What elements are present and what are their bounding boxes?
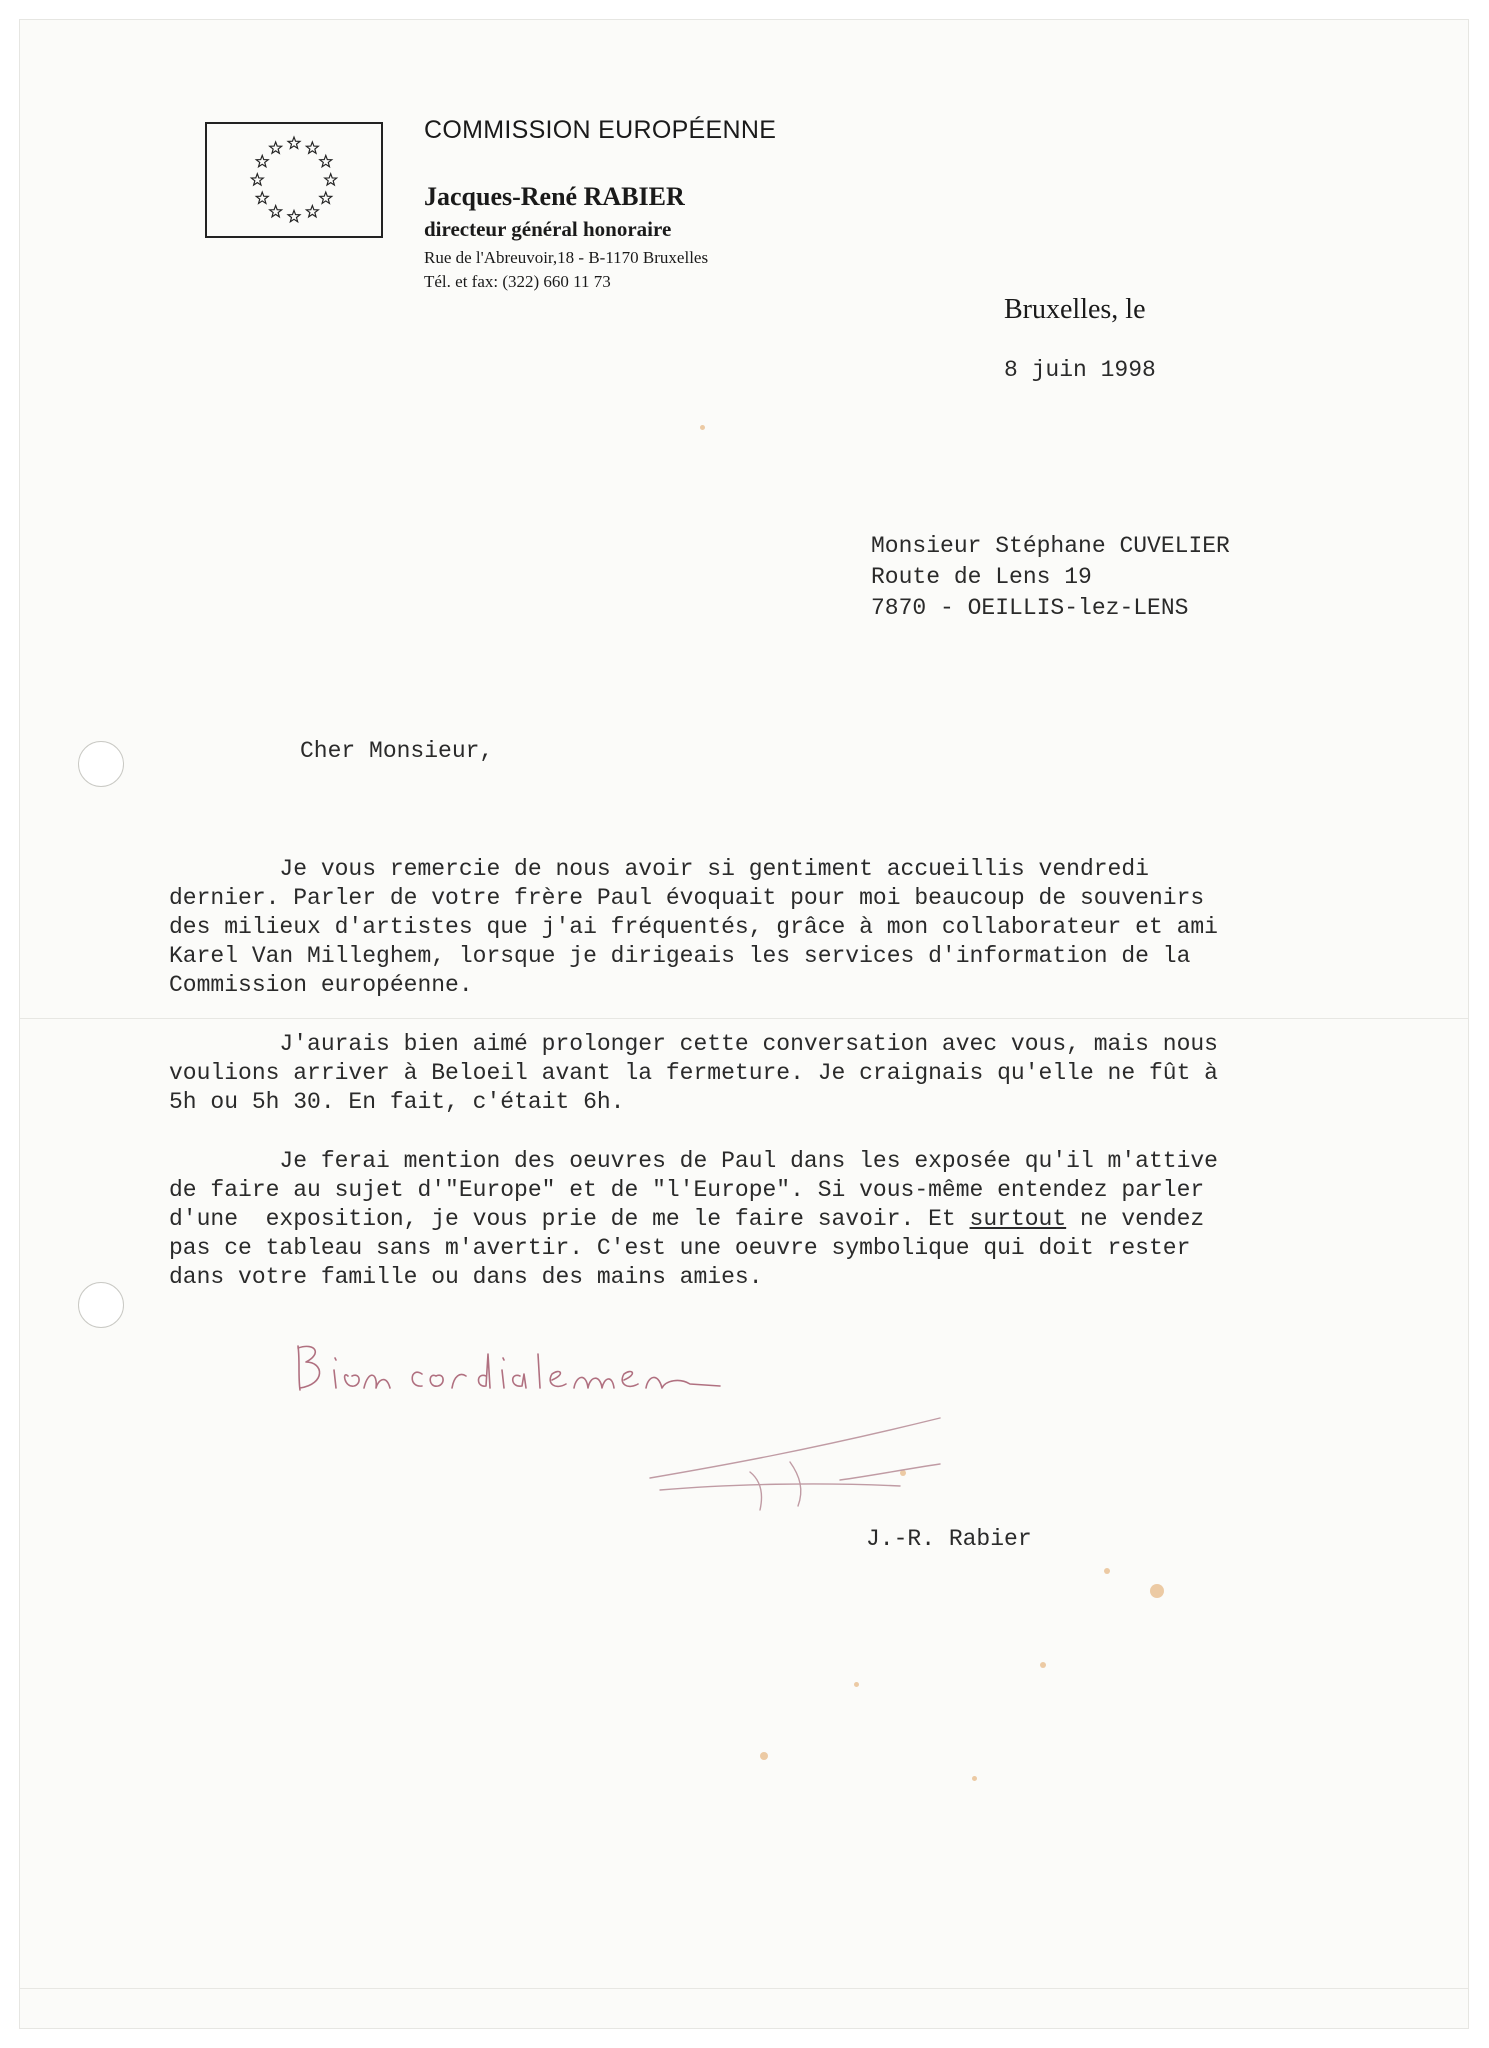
eu-logo [205,122,383,238]
text-line: voulions arriver à Beloeil avant la fermeture. Je craignais qu'elle ne fût à [169,1060,1218,1086]
star-icon [256,155,268,166]
fold-line-bottom [20,1988,1468,1989]
text-line: dans votre famille ou dans des mains amies. [169,1264,763,1290]
star-icon [288,137,300,148]
punch-hole [78,1282,124,1328]
sender-phone: Tél. et fax: (322) 660 11 73 [424,272,611,291]
star-icon [288,210,300,221]
star-icon [320,155,332,166]
star-icon [306,142,318,153]
sender-name: Jacques-René RABIER [424,182,685,211]
place-line: Bruxelles, le [1004,294,1146,325]
paragraph-2 [169,1030,1319,1117]
letter-page [20,20,1468,2028]
handwritten-closing [290,1340,730,1400]
text-line: Commission européenne. [169,972,473,998]
text-line: dernier. Parler de votre frère Paul évoquait pour moi beaucoup de souvenirs [169,885,1205,911]
org-name: COMMISSION EUROPÉENNE [424,116,777,144]
text-line: des milieux d'artistes que j'ai fréquentés, grâce à mon collaborateur et ami [169,914,1218,940]
text-line: Karel Van Milleghem, lorsque je dirigeais les services d'information de la [169,943,1191,969]
sender-address: Rue de l'Abreuvoir,18 - B-1170 Bruxelles [424,248,709,267]
paragraph-1 [169,855,1319,1000]
star-icon [256,192,268,203]
text-line [169,1205,1319,1234]
star-icon [320,192,332,203]
sender-title: directeur général honoraire [424,217,672,241]
salutation: Cher Monsieur, [300,738,494,764]
star-icon [251,174,263,185]
recipient-line: Monsieur Stéphane CUVELIER [871,533,1230,559]
star-icon [270,142,282,153]
text-segment: ne vendez [1066,1206,1205,1232]
recipient-line: Route de Lens 19 [871,564,1092,590]
handwritten-signature [640,1410,960,1520]
star-icon [306,205,318,216]
text-line: Je vous remercie de nous avoir si gentiment accueillis vendredi [169,856,1149,882]
star-icon [270,205,282,216]
recipient-line: 7870 - OEILLIS-lez-LENS [871,595,1189,621]
paragraph-3 [169,1147,1319,1292]
emphasis-word: surtout [969,1206,1067,1232]
text-line: de faire au sujet d'"Europe" et de "l'Europe". Si vous-même entendez parler [169,1177,1205,1203]
star-icon [325,174,337,185]
text-segment: d'une exposition, je vous prie de me le faire savoir. Et [169,1206,970,1232]
eu-stars-icon [207,124,381,236]
recipient-block [871,531,1230,624]
punch-hole [78,741,124,787]
text-line: 5h ou 5h 30. En fait, c'était 6h. [169,1089,625,1115]
signer-name: J.-R. Rabier [866,1526,1032,1552]
text-line: Je ferai mention des oeuvres de Paul dans les exposée qu'il m'attive [169,1148,1218,1174]
letter-date: 8 juin 1998 [1004,357,1156,383]
text-line: J'aurais bien aimé prolonger cette conversation avec vous, mais nous [169,1031,1218,1057]
text-line: pas ce tableau sans m'avertir. C'est une oeuvre symbolique qui doit rester [169,1235,1191,1261]
fold-line [20,1018,1468,1019]
